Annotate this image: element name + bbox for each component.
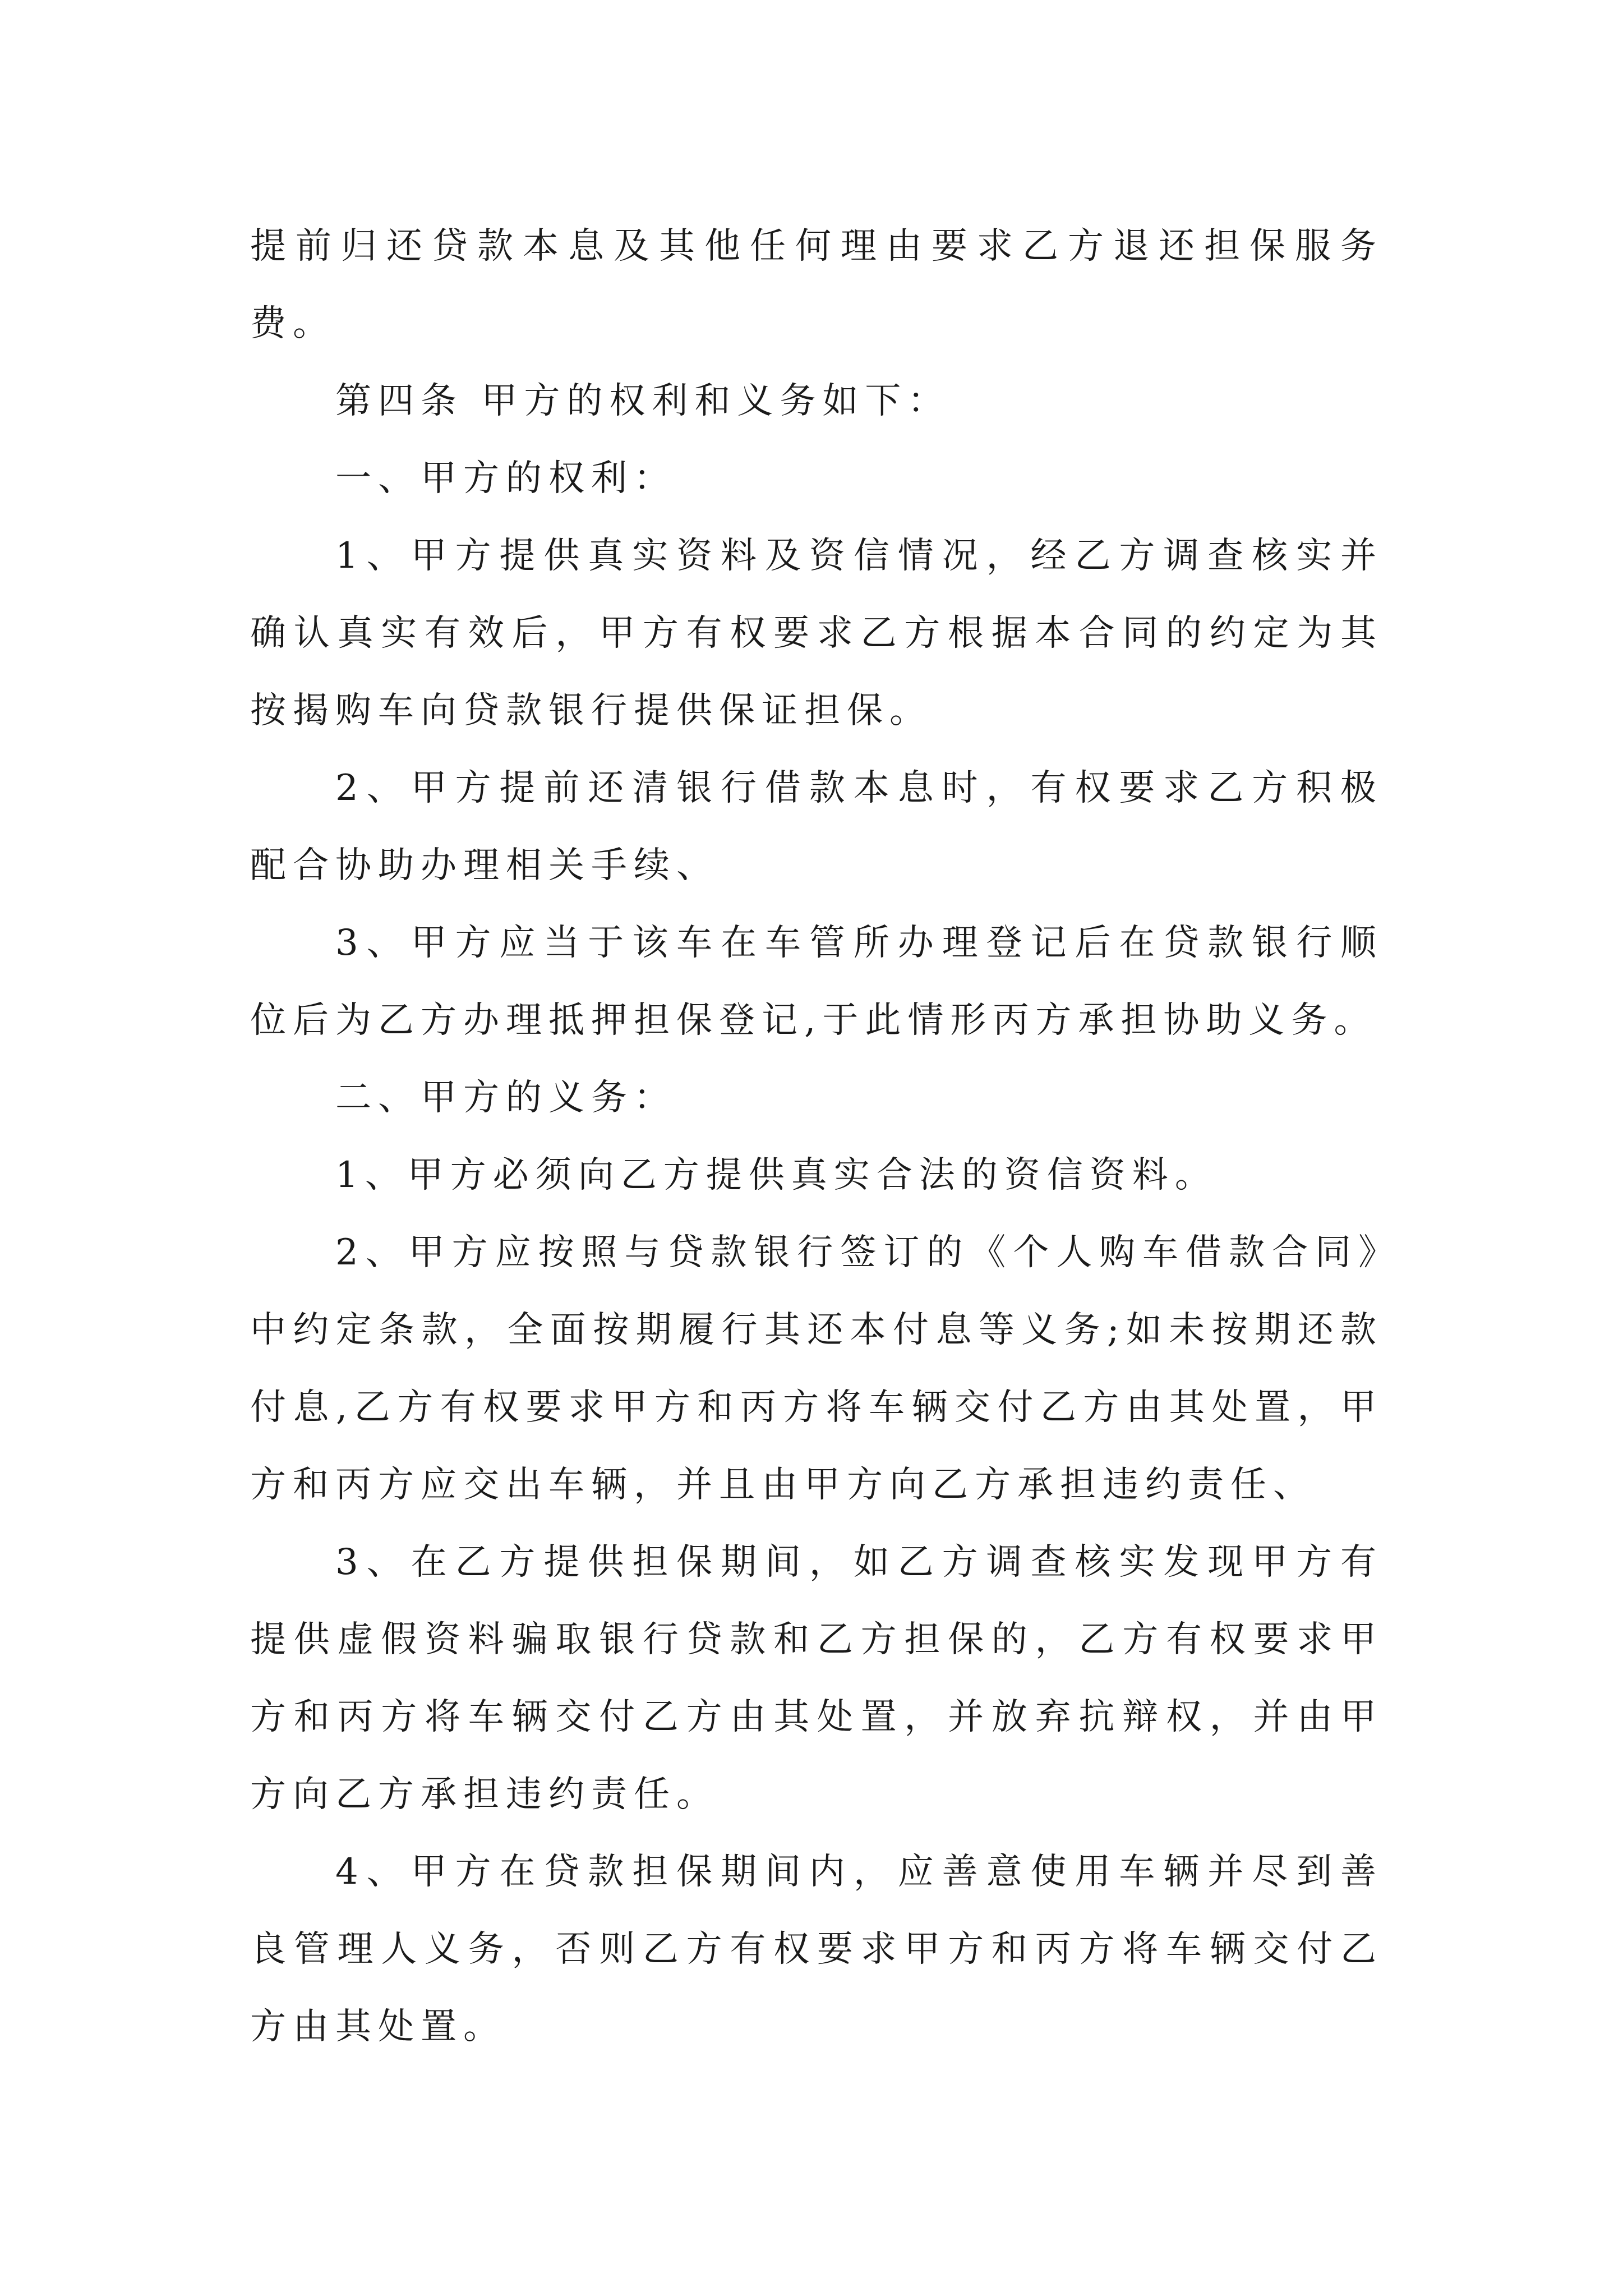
rights-item-1: 1、甲方提供真实资料及资信情况，经乙方调查核实并确认真实有效后，甲方有权要求乙方根据本合同的约定为其按揭购车向贷款银行提供保证担保。 — [250, 535, 1383, 731]
rights-item-3: 3、甲方应当于该车在车管所办理登记后在贷款银行顺位后为乙方办理抵押担保登记,于此情形丙方承担协助义务。 — [250, 922, 1383, 1041]
section-obligations-heading: 二、甲方的义务： — [335, 1077, 676, 1119]
section-rights-heading: 一、甲方的权利： — [335, 458, 676, 499]
paragraph-continuation: 提前归还贷款本息及其他任何理由要求乙方退还担保服务费。 — [250, 226, 1383, 344]
rights-item-2: 2、甲方提前还清银行借款本息时，有权要求乙方积极配合协助办理相关手续、 — [250, 767, 1383, 886]
document-body — [250, 208, 1383, 2065]
article-four-heading: 第四条 甲方的权利和义务如下： — [335, 380, 951, 422]
obligations-item-2: 2、甲方应按照与贷款银行签订的《个人购车借款合同》中约定条款，全面按期履行其还本付息等义务;如未按期还款付息,乙方有权要求甲方和丙方将车辆交付乙方由其处置，甲方和丙方应交出车辆，并且由甲方向乙方承担违约责任、 — [250, 1232, 1383, 1506]
obligations-item-1: 1、甲方必须向乙方提供真实合法的资信资料。 — [335, 1154, 1218, 1196]
obligations-item-4: 4、甲方在贷款担保期间内，应善意使用车辆并尽到善良管理人义务，否则乙方有权要求甲方和丙方将车辆交付乙方由其处置。 — [250, 1851, 1383, 2047]
obligations-item-3: 3、在乙方提供担保期间，如乙方调查核实发现甲方有提供虚假资料骗取银行贷款和乙方担保的，乙方有权要求甲方和丙方将车辆交付乙方由其处置，并放弃抗辩权，并由甲方向乙方承担违约责任。 — [250, 1542, 1383, 1815]
